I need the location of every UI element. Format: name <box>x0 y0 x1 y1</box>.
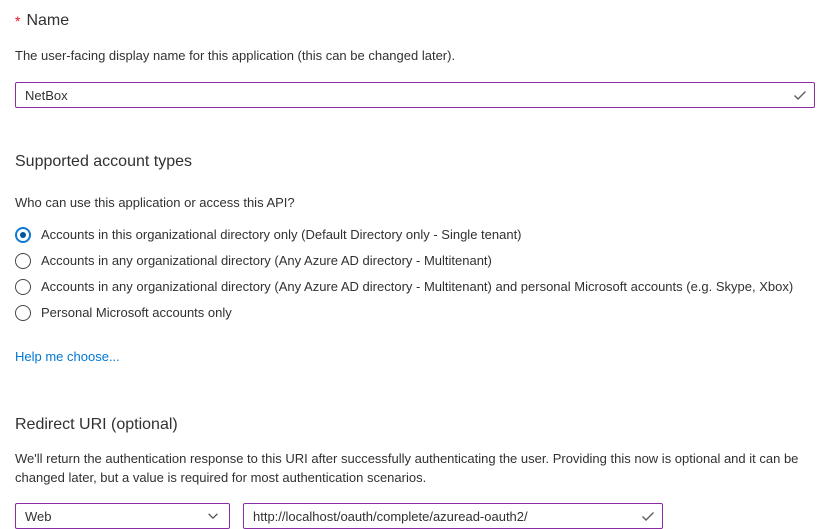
name-input[interactable] <box>15 82 815 108</box>
radio-option-multitenant-personal[interactable] <box>15 274 815 300</box>
radio-option-label: Accounts in this organizational directory only (Default Directory only - Single tenant) <box>41 227 522 242</box>
radio-option-label: Accounts in any organizational directory (Any Azure AD directory - Multitenant) and personal Microsoft accounts (e.g. Skype, Xbox) <box>41 279 794 294</box>
radio-option-personal-only[interactable] <box>15 300 815 326</box>
radio-option-label: Accounts in any organizational directory (Any Azure AD directory - Multitenant) <box>41 253 492 268</box>
help-me-choose-link[interactable]: Help me choose... <box>15 349 120 364</box>
name-section-heading <box>15 11 815 31</box>
account-types-heading: Supported account types <box>15 153 193 170</box>
radio-button-icon[interactable] <box>15 253 31 269</box>
radio-button-icon[interactable] <box>15 279 31 295</box>
account-types-question: Who can use this application or access this API? <box>15 195 295 210</box>
required-asterisk: * <box>15 13 21 29</box>
platform-select[interactable] <box>15 503 230 529</box>
account-types-radio-group <box>15 222 815 326</box>
chevron-down-icon <box>206 509 220 523</box>
radio-button-selected-icon[interactable] <box>15 227 31 243</box>
platform-selected-value: Web <box>25 508 52 524</box>
radio-option-multitenant[interactable] <box>15 248 815 274</box>
radio-option-single-tenant[interactable] <box>15 222 815 248</box>
redirect-uri-row <box>15 503 815 529</box>
name-label: Name <box>26 12 70 29</box>
name-input-wrap <box>15 82 815 108</box>
redirect-uri-heading: Redirect URI (optional) <box>15 416 178 433</box>
redirect-uri-input[interactable] <box>243 503 663 529</box>
redirect-uri-input-wrap <box>243 503 663 529</box>
radio-option-label: Personal Microsoft accounts only <box>41 305 232 320</box>
radio-button-icon[interactable] <box>15 305 31 321</box>
redirect-uri-description: We'll return the authentication response to this URI after successfully authenticating the user. Providing this now is optional and it can be changed later, but a value is required for most authentication scenarios. <box>15 451 799 485</box>
name-description: The user-facing display name for this application (this can be changed later). <box>15 48 456 63</box>
